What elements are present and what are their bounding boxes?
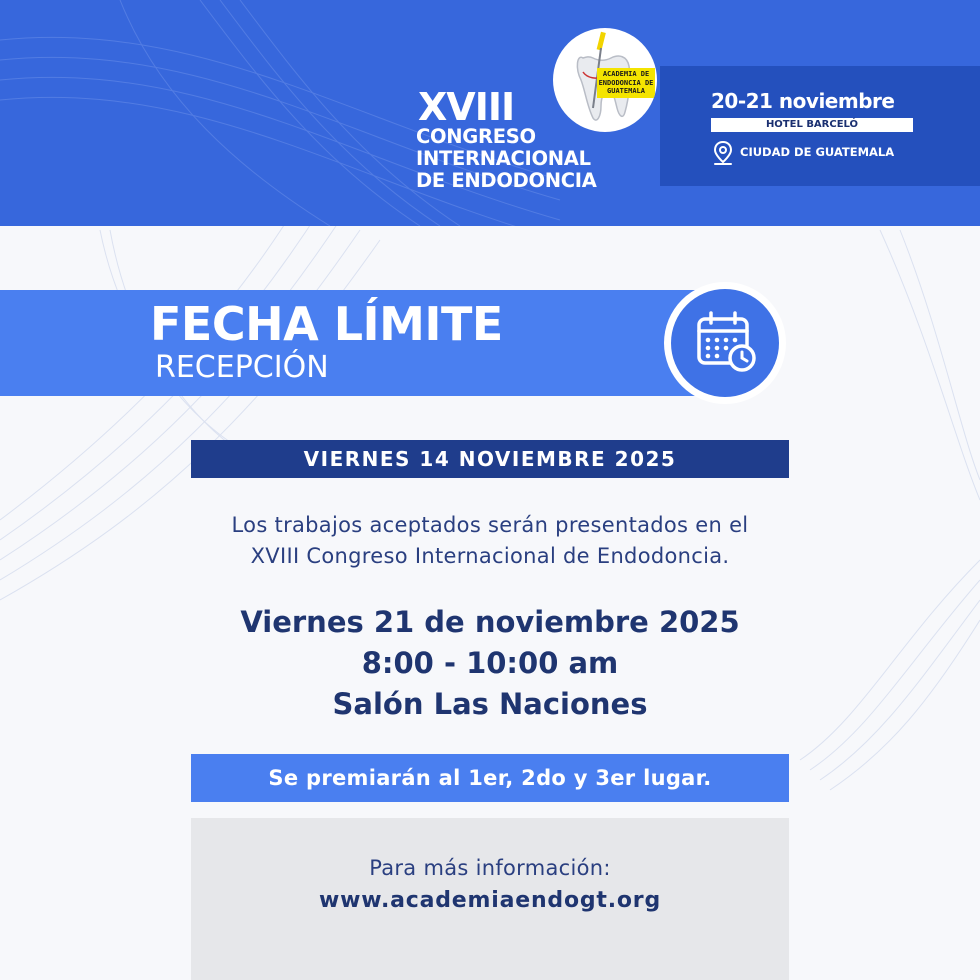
deadline-date: VIERNES 14 NOVIEMBRE 2025 bbox=[191, 440, 789, 478]
congress-title-line-2: INTERNACIONAL bbox=[416, 147, 591, 170]
description-line-2: XVIII Congreso Internacional de Endodoncia. bbox=[250, 544, 730, 568]
header bbox=[0, 0, 980, 226]
prize-banner: Se premiarán al 1er, 2do y 3er lugar. bbox=[191, 754, 789, 802]
map-pin-icon bbox=[711, 140, 735, 166]
deadline-title: FECHA LÍMITE bbox=[150, 297, 503, 351]
academy-logo bbox=[553, 28, 657, 132]
congress-title-line-1: CONGRESO bbox=[416, 125, 536, 148]
congress-number: XVIII bbox=[418, 85, 515, 129]
event-venue: Salón Las Naciones bbox=[332, 687, 648, 721]
event-date: Viernes 21 de noviembre 2025 bbox=[240, 605, 740, 639]
congress-dates: 20-21 noviembre bbox=[711, 89, 895, 113]
calendar-badge bbox=[671, 289, 779, 397]
logo-text: ACADEMIA DE ENDODONCIA DE GUATEMALA bbox=[597, 68, 655, 98]
city-name: CIUDAD DE GUATEMALA bbox=[740, 145, 895, 159]
description-line-1: Los trabajos aceptados serán presentados en el bbox=[231, 513, 749, 537]
congress-title-line-3: DE ENDODONCIA bbox=[416, 169, 597, 192]
website-link[interactable]: www.academiaendogt.org bbox=[318, 888, 661, 913]
deadline-subtitle: RECEPCIÓN bbox=[155, 350, 329, 385]
calendar-clock-icon bbox=[671, 289, 779, 397]
hotel-name: HOTEL BARCELÓ bbox=[711, 118, 913, 132]
info-label: Para más información: bbox=[369, 856, 611, 880]
event-time: 8:00 - 10:00 am bbox=[361, 646, 619, 680]
